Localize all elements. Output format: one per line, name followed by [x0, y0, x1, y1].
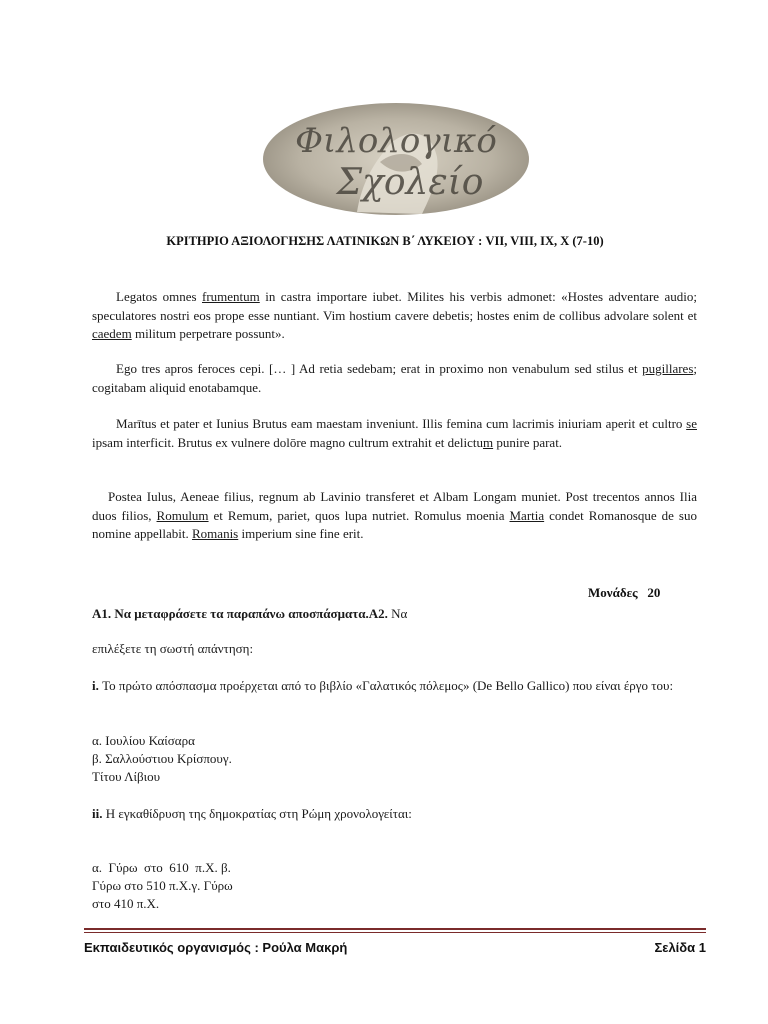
footer-page-number: Σελίδα 1 [654, 940, 706, 955]
text-run: militum perpetrare possunt». [131, 326, 285, 341]
footer-rule-thick [84, 928, 706, 930]
question-text: Η εγκαθίδρυση της δημοκρατίας στη Ρώμη χρονολογείται: [102, 806, 412, 821]
logo-text-line2: Σχολείο [336, 162, 484, 203]
underlined-word: se [686, 416, 697, 431]
logo-text-line1: Φιλολογικό [295, 121, 497, 161]
text-run: in castra importare iubet. Milites his verbis admonet: «Hostes adventare audio; speculatores nostri eos prope esse nuntiant. Vim hostium cavere debetis; hostes enim de collibus advolare solent et [92, 289, 697, 323]
question-a2-instruction: επιλέξετε τη σωστή απάντηση: [92, 641, 254, 656]
text-run: ; cogitabam aliquid enotabamque. [92, 361, 697, 395]
text-run: Ego tres apros feroces cepi. [… ] Ad retia sedebam; erat in proximo non venabulum sed stilus et [116, 361, 643, 376]
question-text: Το πρώτο απόσπασμα προέρχεται από το βιβλίο «Γαλατικός πόλεμος» (De Bello Gallico) που είναι έργο του: [98, 678, 674, 693]
option-b: β. Σαλλούστιου Κρίσπουγ. [92, 751, 232, 766]
text-run: imperium sine fine erit. [238, 526, 364, 541]
question-heading: Α1. Να μεταφράσετε τα παραπάνω αποσπάσματα.Α2. [92, 606, 388, 621]
option-line-1: α. Γύρω στο 610 π.Χ. β. [92, 860, 231, 875]
underlined-word: caedem [92, 326, 132, 341]
footer-organization: Εκπαιδευτικός οργανισμός : Ρούλα Μακρή [84, 940, 348, 955]
option-line-3: στο 410 π.Χ. [92, 896, 160, 911]
question-i [92, 677, 692, 695]
question-a1 [92, 605, 692, 623]
latin-passage-3 [92, 415, 697, 452]
text-run: condet Romanosque de suo nomine appellabit. [92, 507, 697, 541]
latin-passage-4 [92, 488, 697, 544]
text-run: et Remum, pariet, quos lupa nutriet. Romulus moenia [208, 507, 510, 523]
question-ii [92, 805, 692, 823]
question-i-options [92, 732, 692, 786]
underlined-word: pugillares [642, 361, 694, 376]
option-c: Τίτου Λίβιου [92, 769, 161, 784]
option-a: α. Ιουλίου Καίσαρα [92, 733, 195, 748]
latin-passage-2 [92, 360, 697, 397]
option-line-2: Γύρω στο 510 π.Χ.γ. Γύρω [92, 878, 233, 893]
underlined-word: Romanis [192, 526, 239, 541]
underlined-word: frumentum [202, 289, 260, 304]
text-run: Postea Iulus, Aeneae filius, regnum ab Lavinio transferet et Albam Longam muniet. Post trecentos annos Ilia duos filios, [92, 489, 697, 523]
text-run: punire parat. [493, 434, 563, 450]
points-label: Μονάδες 20 [588, 585, 661, 600]
text-run: Legatos omnes [116, 289, 202, 304]
school-logo [262, 102, 530, 216]
underlined-word: Martia [509, 507, 545, 523]
text-run: Να [387, 606, 408, 621]
question-number: i. [92, 678, 99, 693]
page-title: ΚΡΙΤΗΡΙΟ ΑΞΙΟΛΟΓΗΣΗΣ ΛΑΤΙΝΙΚΩΝ Β΄ ΛΥΚΕΙΟΥ : VII, VIII, IX, X (7-10) [166, 234, 604, 248]
latin-passage-1 [92, 288, 697, 344]
underlined-word: Romulum [156, 507, 209, 523]
footer-rule-thin [84, 932, 706, 933]
underlined-word: m [482, 434, 494, 450]
text-run: Marītus et pater et Iunius Brutus eam maestam inveniunt. Illis femina cum lacrimis iniuriam aperit et cultro [116, 416, 687, 431]
question-number: ii. [92, 806, 103, 821]
text-run: ipsam interficit. Brutus ex vulnere dolōre magno cultrum extrahit et delictu [92, 434, 483, 450]
question-ii-options [92, 841, 692, 913]
